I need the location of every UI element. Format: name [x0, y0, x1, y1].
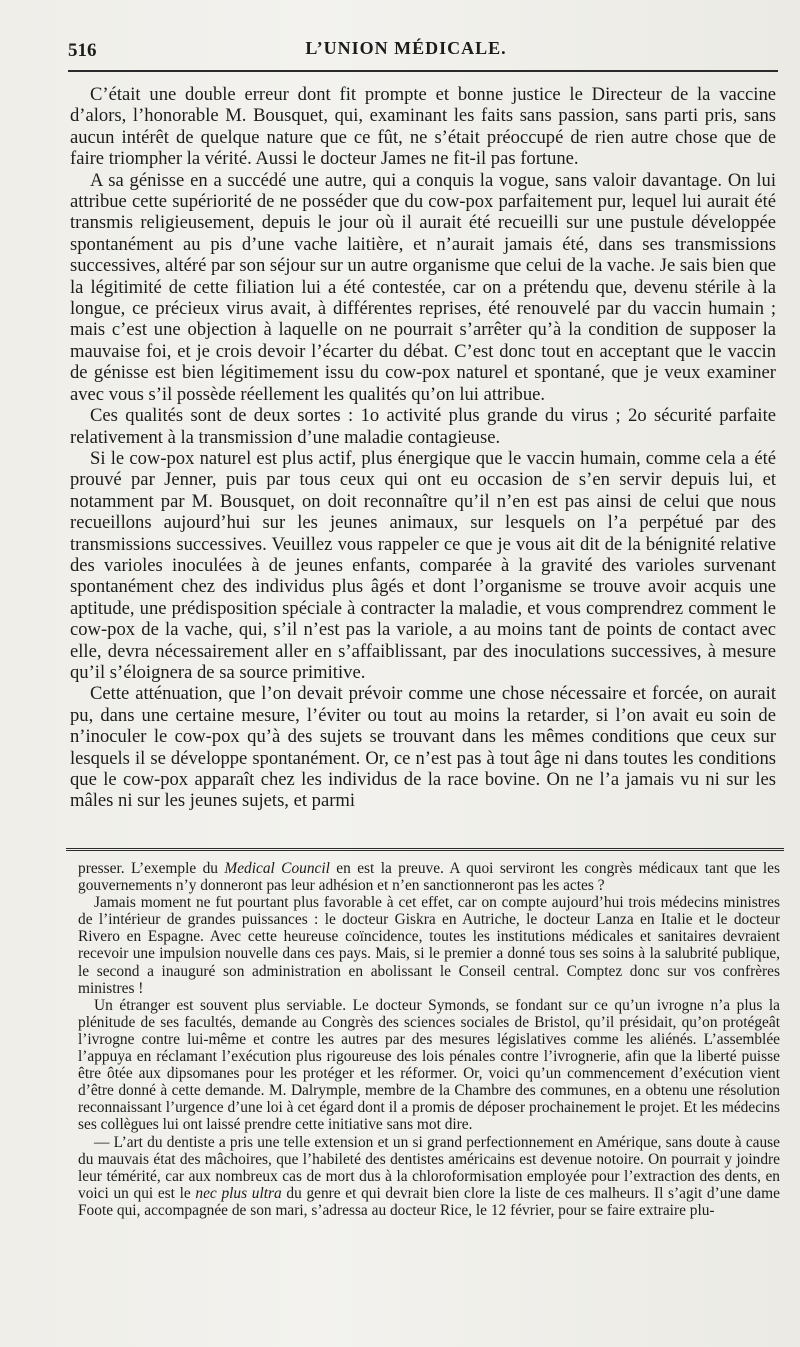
main-paragraph-5: Cette atténuation, que l’on devait prévoir comme une chose nécessaire et forcée, on aurait pu, dans une certaine mesure, l’éviter ou tout au moins la retarder, si l’on avait eu soin de n’inoculer le cow-pox qu’à des sujets se trouvant dans les mêmes conditions que ceux sur lesquels il se développe spontanément. Or, ce n’est pas à tout âge ni dans toutes les conditions que le cow-pox apparaît chez les individus de la race bovine. On ne l’a jamais vu ni sur les mâles ni sur les jeunes sujets, et parmi: [70, 683, 776, 812]
notes-text-fragment: presser. L’exemple du: [78, 860, 225, 877]
main-text: [70, 84, 776, 812]
running-head: L’UNION MÉDICALE.: [305, 38, 507, 58]
notes-italic-fragment: nec plus ultra: [195, 1184, 282, 1202]
main-paragraph-1: C’était une double erreur dont fit prompte et bonne justice le Directeur de la vaccine d’alors, l’honorable M. Bousquet, qui, examinant les faits sans passion, sans parti pris, sans aucun intérêt de quelque nature que ce fût, ne s’était préoccupé de rien autre chose que de faire triompher la vérité. Aussi le docteur James ne fit-il pas fortune.: [70, 84, 776, 170]
notes-paragraph-3: Un étranger est souvent plus serviable. Le docteur Symonds, se fondant sur ce qu’un ivrogne n’a plus la plénitude de ses facultés, demande au Congrès des sciences sociales de Bristol, qu’il présidait, qu’on protégeât l’ivrogne contre lui-même et contre les autres par des mesures législatives comme les aliénés. L’assemblée l’appuya en réclamant l’exécution plus rigoureuse des lois pénales contre l’ivrognerie, afin que la liberté puisse être ôtée aux dipsomanes pour les protéger et les réformer. Or, voici qu’un commencement d’exécution vient d’être donné à cette demande. M. Dalrymple, membre de la Chambre des communes, en a obtenu une résolution reconnaissant l’urgence d’une loi à cet égard dont il a promis de déposer prochainement le projet. Et les médecins ses collègues lui ont laissé prendre cette initiative sans mot dire.: [78, 996, 780, 1134]
notes-text-fragment: — L’art du dentiste a pris une telle extension et un si grand perfectionnement en Amérique, sans doute à cause du mauvais état des mâchoires, que l’habileté des dentistes américains est devenue notoire. On pourrait y joindre leur témérité, car aux nombreux cas de mort dus à la chloroformisation employée pour l’extraction des dents, en voici un qui est le: [78, 1133, 780, 1202]
notes-paragraph-2: Jamais moment ne fut pourtant plus favorable à cet effet, car on compte aujourd’hui trois médecins ministres de l’intérieur de grandes puissances : le docteur Giskra en Autriche, le docteur Lanza en Italie et le docteur Rivero en Espagne. Avec cette heureuse coïncidence, toutes les institutions médicales et sanitaires devraient recevoir une impulsion nouvelle dans ces pays. Mais, si le premier a donné tous ses soins à la salubrité publique, le second a inauguré son administration en abolissant le Conseil central. Comptez donc sur vos confrères ministres !: [78, 894, 780, 997]
section-divider: [66, 848, 784, 851]
notes-italic-fragment: Medical Council: [224, 860, 330, 877]
notes-text-fragment: du genre et qui devrait bien clore la liste de ces malheurs. Il s’agit d’une dame Foote qui, accompagnée de son mari, s’adressa au docteur Rice, le 12 février, pour se faire extraire plu-: [78, 1184, 780, 1219]
main-paragraph-2: A sa génisse en a succédé une autre, qui a conquis la vogue, sans valoir davantage. On lui attribue cette supériorité de ne posséder que du cow-pox parfaitement pur, lequel lui aurait été transmis religieusement, depuis le jour où il aurait été recueilli sur une pustule développée spontanément au pis d’une vache laitière, et n’aurait jamais été, dans ses transmissions successives, altéré par son séjour sur un autre organisme que celui de la vache. Je sais bien que la légitimité de cette filiation lui a été contestée, car on a prétendu que, devenu stérile à la longue, ce précieux virus avait, à différentes reprises, été renouvelé par du vaccin humain ; mais c’est une objection à laquelle on ne pourrait s’arrêter qu’à la condition de supposer la mauvaise foi, et je crois devoir l’écarter du débat. C’est donc tout en acceptant que le vaccin de génisse est bien légitimement issu du cow-pox naturel et spontané, que je veux examiner avec vous s’il possède réellement les qualités qu’on lui attribue.: [70, 169, 776, 405]
page-number: 516: [68, 40, 97, 61]
main-paragraph-4: Si le cow-pox naturel est plus actif, plus énergique que le vaccin humain, comme cela a été prouvé par Jenner, puis par tous ceux qui ont eu occasion de s’en servir depuis lui, et notamment par M. Bousquet, on doit reconnaître qu’il n’en est pas ainsi de celui que nous recueillons aujourd’hui sur les jeunes animaux, sur lesquels on l’a perpétué par des transmissions successives. Veuillez vous rappeler ce que je vous ait dit de la bénignité relative des varioles inoculées à de jeunes enfants, comparée à la gravité des varioles survenant spontanément chez des individus plus âgés et dont l’organisme se trouve avoir acquis une aptitude, une prédisposition spéciale à contracter la maladie, et vous comprendrez comment le cow-pox de la vache, qui, s’il n’est pas la variole, a au moins tant de points de contact avec elle, devra nécessairement aller en s’affaiblissant, par des inoculations successives, à mesure qu’il s’éloignera de sa source primitive.: [70, 447, 776, 683]
page-header: [68, 34, 784, 64]
notes-text-fragment: en est la preuve. A quoi serviront les congrès médicaux tant que les gouvernements n’y donneront pas leur adhésion et n’en sanctionneront pas les actes ?: [78, 860, 781, 895]
main-paragraph-3: Ces qualités sont de deux sortes : 1o activité plus grande du virus ; 2o sécurité parfaite relativement à la transmission d’une maladie contagieuse.: [70, 405, 776, 448]
notes-paragraph-4: [78, 1134, 780, 1219]
feuilleton-text: [78, 860, 780, 1219]
notes-paragraph-1: [78, 860, 780, 894]
header-rule: [68, 70, 778, 72]
